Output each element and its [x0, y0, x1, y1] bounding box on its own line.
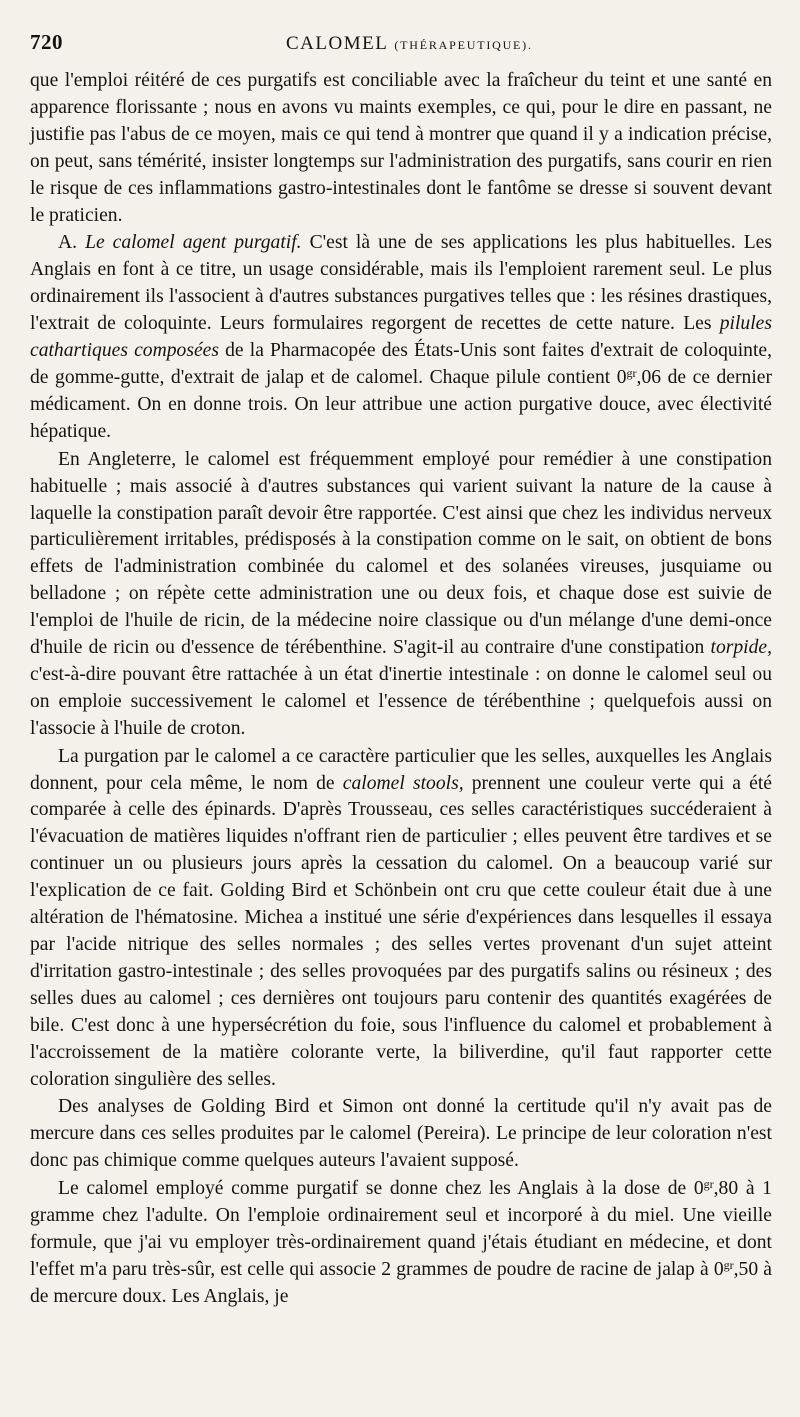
paragraph-text: de la Pharmacopée des États-Unis sont faites d'extrait de coloquinte, de gomme-gutte, d'extrait de jalap et de calomel. Chaque pilule contient 0: [30, 340, 772, 388]
paragraph-text: ,50 à de mercure doux. Les Anglais, je: [30, 1258, 772, 1307]
running-title-main: CALOMEL: [286, 33, 389, 54]
paragraph-text: prennent une couleur verte qui a été comparée à celle des épinards. D'après Trousseau, ces selles caractéristiques succéderaient à l'évacuation de matières liquides n'offrant rien de particulier ; elles peuvent être tardives et se continuer un ou plusieurs jours après la cessation du calomel. On a beaucoup varié sur l'explication de ce fait. Golding Bird et Schönbein ont cru que cette couleur était due à une altération de l'hématosine. Michea a institué une série d'expériences dans lesquelles il essaya par l'acide nitrique des selles normales ; des selles vertes provenant d'un sujet atteint d'irritation gastro-intestinale ; des selles provoquées par des purgatifs salins ou résineux ; des selles dues au calomel ; ces dernières ont toujours paru contenir des quantités exagérées de bile. C'est donc à une hypersécrétion du foie, sous l'influence du calomel et probablement à l'accroissement de la matière colorante verte, la biliverdine, qu'il faut rapporter cette coloration singulière des selles.: [30, 772, 772, 1090]
paragraph-text: Des analyses de Golding Bird et Simon ont donné la certitude qu'il n'y avait pas de mercure dans ces selles produites par le calomel (Pereira). Le principe de leur coloration n'est donc pas chimique comme quelques auteurs l'avaient supposé.: [30, 1096, 772, 1172]
paragraph-text: que l'emploi réitéré de ces purgatifs est conciliable avec la fraîcheur du teint et une santé en apparence florissante ; nous en avons vu maints exemples, ce qui, pour le dire en passant, ne justifie pas l'abus de ce moyen, mais ce qui tend à montrer que quand il y a indication précise, on peut, sans témérité, insister longtemps sur l'administration des purgatifs, sans courir en rien le risque de ces inflammations gastro-intestinales dont le fantôme se dresse si souvent devant le praticien.: [30, 70, 772, 226]
section-label: A.: [58, 232, 78, 254]
italic-term: calomel stools,: [342, 772, 464, 794]
paragraph-text: En Angleterre, le calomel est fréquemment employé pour remédier à une constipation habituelle ; mais associé à d'autres substances qui varient suivant la nature de la cause à laquelle la constipation paraît devoir être rapportée. C'est ainsi que chez les individus nerveux particulièrement irritables, prédisposés à la constipation comme on le sait, on obtient de bons effets de l'administration combinée du calomel et des solanées vireuses, jusquiame ou belladone ; on répète cette administration une ou deux fois, et chaque dose est suivie de l'emploi de l'huile de ricin, de la médecine noire classique ou d'un mélange d'une demi-once d'huile de ricin ou d'essence de térébenthine. S'agit-il au contraire d'une constipation: [30, 448, 772, 659]
paragraph-text: c'est-à-dire pouvant être rattachée à un état d'inertie intestinale : on donne le calomel seul ou on emploie successivement le calomel et l'essence de térébenthine ; quelquefois aussi on l'associe à l'huile de croton.: [30, 663, 772, 739]
paragraph: [30, 744, 772, 1094]
running-title: [286, 33, 533, 55]
italic-term: pilules cathartiques composées: [30, 313, 772, 362]
paragraph: [30, 1094, 772, 1175]
paragraph: [30, 1176, 772, 1311]
paragraph-text: C'est là une de ses applications les plus habituelles. Les Anglais en font à ce titre, un usage considérable, mais ils l'emploient rarement seul. Le plus ordinairement ils l'associent à d'autres substances purgatives telles que : les résines drastiques, l'extrait de coloquinte. Leurs formulaires regorgent de recettes de cette nature. Les: [30, 232, 772, 335]
paragraph-text: La purgation par le calomel a ce caractère particulier que les selles, auxquelles les Anglais donnent, pour cela même, le nom de: [30, 745, 772, 794]
unit-superscript: gr: [626, 365, 637, 380]
unit-superscript: gr: [723, 1257, 734, 1272]
paragraph-text: Le calomel employé comme purgatif se donne chez les Anglais à la dose de 0: [58, 1178, 704, 1200]
section-heading: Le calomel agent purgatif.: [85, 232, 302, 254]
italic-term: torpide,: [710, 637, 772, 659]
page-number: 720: [30, 30, 63, 54]
paragraph: [30, 447, 772, 743]
running-title-subtitle: (THÉRAPEUTIQUE).: [394, 38, 533, 52]
unit-superscript: gr: [703, 1177, 714, 1192]
paragraph-continued: [30, 68, 772, 229]
paragraph-text: ,06 de ce dernier médicament. On en donne trois. On leur attribue une action purgative douce, avec électivité hépatique.: [30, 366, 772, 442]
running-header: [30, 30, 772, 58]
paragraph-text: ,80 à 1 gramme chez l'adulte. On l'emploie ordinairement seul et incorporé à du miel. Une vieille formule, que j'ai vu employer très-ordinairement quand j'étais étudiant en médecine, et dont l'effet m'a paru très-sûr, est celle qui associe 2 grammes de poudre de racine de jalap à 0: [30, 1178, 772, 1280]
paragraph-section-a: [30, 230, 772, 445]
page-body: [30, 68, 772, 1311]
